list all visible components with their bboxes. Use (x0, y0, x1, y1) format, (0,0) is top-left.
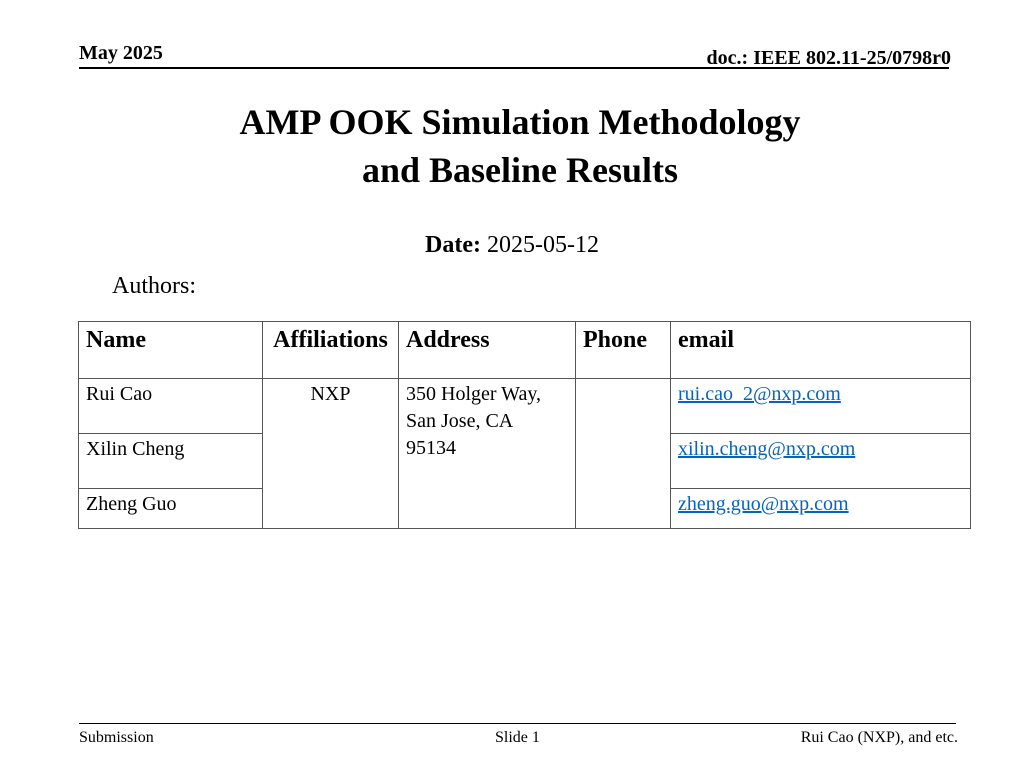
author-email-link[interactable]: rui.cao_2@nxp.com (678, 383, 841, 405)
author-email-link[interactable]: xilin.cheng@nxp.com (678, 438, 856, 460)
author-phone (576, 379, 671, 529)
address-line: 350 Holger Way, (406, 383, 542, 405)
date-label: Date: (425, 232, 481, 258)
author-email-link[interactable]: zheng.guo@nxp.com (678, 493, 849, 515)
table-header-row (79, 322, 971, 379)
address-line: 95134 (406, 437, 456, 459)
author-email-cell (671, 489, 971, 529)
table-row (79, 379, 971, 434)
authors-table (78, 321, 971, 529)
header-doc-id: doc.: IEEE 802.11-25/0798r0 (706, 47, 951, 69)
author-name: Zheng Guo (79, 489, 263, 529)
header-cell-address: Address (399, 322, 576, 379)
slide-title-line2: and Baseline Results (361, 150, 679, 190)
footer-divider (79, 723, 956, 724)
address-line: San Jose, CA (406, 410, 514, 432)
authors-label: Authors: (112, 273, 196, 299)
author-affiliation: NXP (263, 379, 399, 529)
header-cell-email: email (671, 322, 971, 379)
date-line (0, 229, 1024, 261)
footer-slide-number: Slide 1 (495, 729, 540, 746)
author-name: Rui Cao (79, 379, 263, 434)
date-value: 2025-05-12 (486, 232, 599, 258)
slide-title (0, 98, 1024, 194)
header-cell-phone: Phone (576, 322, 671, 379)
footer-author: Rui Cao (NXP), and etc. (800, 729, 958, 746)
header-divider (79, 67, 949, 69)
slide-title-line1: AMP OOK Simulation Methodology (239, 102, 801, 142)
header-cell-affiliations: Affiliations (263, 322, 399, 379)
header-date: May 2025 (79, 42, 163, 64)
author-address (399, 379, 576, 529)
author-name: Xilin Cheng (79, 434, 263, 489)
footer-submission: Submission (79, 729, 154, 746)
header-cell-name: Name (79, 322, 263, 379)
author-email-cell (671, 379, 971, 434)
author-email-cell (671, 434, 971, 489)
